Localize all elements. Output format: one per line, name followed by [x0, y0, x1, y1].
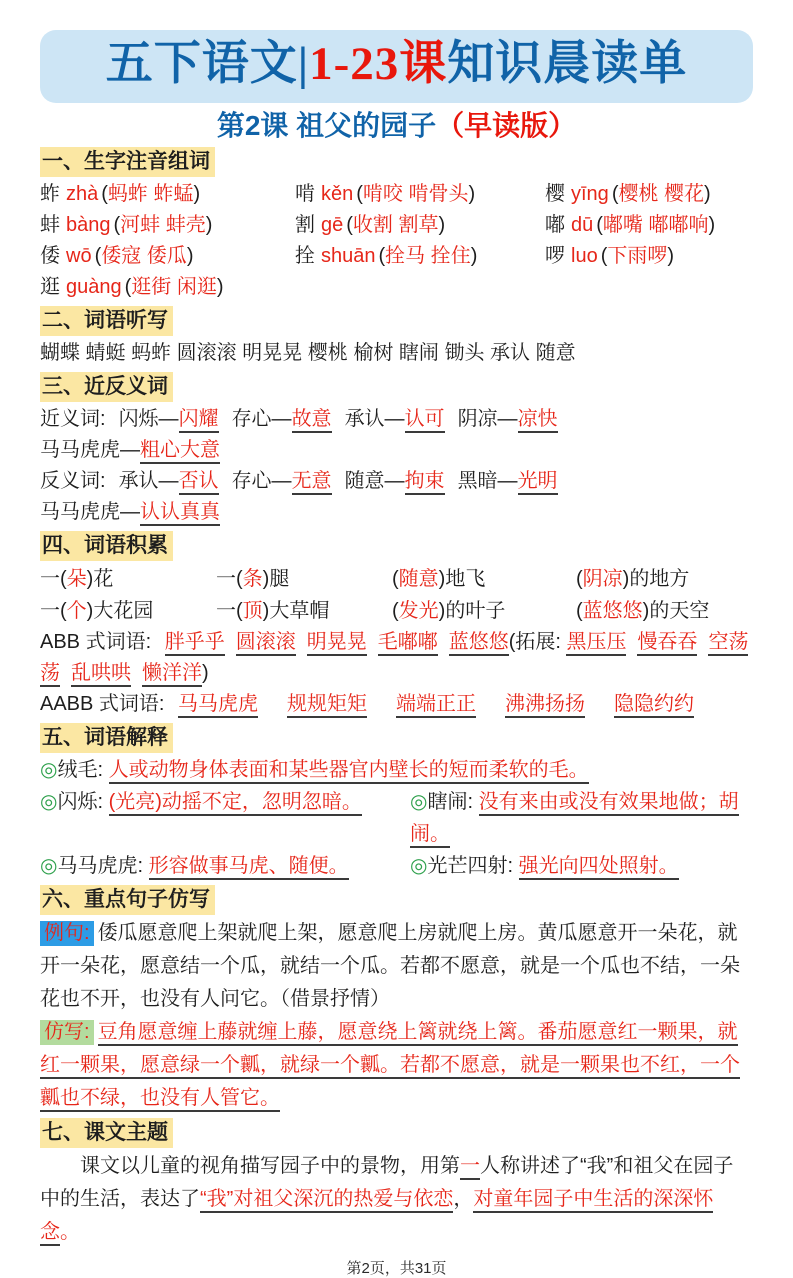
row-label: 反义词:	[40, 470, 106, 493]
fill-pre: 一(	[40, 600, 67, 623]
hanzi-pinyin: guàng	[66, 276, 122, 299]
pair-answer: 否认	[179, 470, 219, 495]
definition-text: 人或动物身体表面和某些器官内壁长的短而柔软的毛。	[109, 759, 589, 784]
theme-key-point: 对童年园子中生活的深深怀念	[40, 1188, 713, 1246]
hanzi-pinyin: yīng	[571, 183, 609, 206]
hanzi-words: 蚂蚱 蚱蜢	[107, 183, 194, 206]
section-header-sentence-imitation	[40, 885, 753, 915]
definition-text: 没有来由或没有效果地做；胡闹。	[410, 791, 739, 848]
hanzi-char: 逛	[40, 276, 60, 299]
abb-label: ABB 式词语:	[40, 631, 157, 654]
hanzi-entry	[295, 210, 545, 241]
fill-pre: 一(	[40, 568, 67, 591]
hanzi-pinyin: dū	[571, 214, 594, 237]
hanzi-entry	[40, 241, 295, 272]
title-suffix: 知识晨读单	[447, 38, 688, 90]
theme-key-point: 一	[460, 1155, 480, 1180]
paren-open: (	[124, 276, 132, 299]
definition-item	[410, 786, 753, 850]
paren-close: )	[186, 245, 194, 268]
hanzi-pinyin: gē	[321, 214, 344, 237]
paren-close: )	[708, 214, 716, 237]
pair-answer: 闪耀	[179, 408, 219, 433]
synonyms-line	[40, 404, 753, 466]
abb-expand-word: 黑压压	[566, 631, 626, 656]
hanzi-words: 收割 割草	[352, 214, 439, 237]
definition-text: (光亮)动摇不定，忽明忽暗。	[109, 791, 362, 816]
fill-pre: 一(	[216, 600, 243, 623]
abb-words-line	[40, 627, 753, 689]
pair-answer: 无意	[292, 470, 332, 495]
paren-close: )	[704, 183, 711, 206]
paren-close: )	[667, 245, 675, 268]
example-sentence	[40, 917, 753, 1016]
fill-pre: (	[392, 600, 399, 623]
hanzi-pinyin: luo	[571, 245, 598, 268]
lesson-subtitle	[40, 108, 753, 144]
hanzi-words: 河蚌 蚌壳	[120, 214, 206, 237]
fill-post: )的叶子	[438, 600, 506, 623]
hanzi-words: 樱桃 樱花	[618, 183, 705, 206]
hanzi-entry	[40, 272, 295, 303]
pair-query: 存心—	[231, 408, 292, 431]
hanzi-char: 拴	[295, 245, 315, 268]
section-header-label: 四、词语积累	[40, 531, 173, 561]
hanzi-char: 蚌	[40, 214, 60, 237]
hanzi-char: 倭	[40, 245, 60, 268]
aabb-word: 马马虎虎	[178, 693, 258, 718]
section-header-theme	[40, 1118, 753, 1148]
hanzi-char: 樱	[545, 183, 565, 206]
example-tag: 例句:	[40, 921, 94, 946]
fill-item	[216, 595, 392, 627]
definition-term: 闪烁:	[57, 791, 109, 814]
hanzi-words: 下雨啰	[607, 245, 668, 268]
paren-open: (	[113, 214, 121, 237]
definition-term: 瞎闹:	[427, 791, 479, 814]
abb-expand-word: 慢吞吞	[637, 631, 697, 656]
bullet-circle-icon: ◎	[410, 855, 428, 878]
abb-expand-open: (拓展:	[508, 631, 567, 654]
title-lesson-range: 1-23课	[309, 38, 448, 90]
theme-text: ，	[453, 1188, 474, 1211]
antonym-pair	[40, 497, 220, 528]
section-header-label: 七、课文主题	[40, 1118, 173, 1148]
abb-expand-word: 懒洋洋	[142, 662, 202, 687]
aabb-word: 沸沸扬扬	[505, 693, 585, 718]
abb-word: 蓝悠悠	[449, 631, 509, 656]
theme-text: 人称讲述了“我”和祖父在园子中的生活，表达了	[40, 1155, 734, 1211]
title-course: 五下语文|	[105, 38, 310, 90]
fill-post: )大花园	[86, 600, 154, 623]
fill-post: )花	[86, 568, 114, 591]
theme-key-point: “我”对祖父深沉的热爱与依恋	[200, 1188, 453, 1213]
lesson-edition-tag: （早读版）	[436, 109, 577, 141]
definition-row	[40, 850, 753, 882]
hanzi-list	[40, 179, 753, 303]
fill-answer: 朵	[66, 568, 87, 591]
definition-text: 形容做事马虎、随便。	[149, 855, 349, 880]
page-title	[40, 30, 753, 103]
hanzi-pinyin: shuān	[321, 245, 376, 268]
theme-paragraph	[40, 1150, 753, 1249]
pair-query: 存心—	[231, 470, 292, 493]
pair-query: 随意—	[344, 470, 405, 493]
section-header-label: 二、词语听写	[40, 306, 173, 336]
pair-answer: 认认真真	[140, 501, 220, 526]
fill-pre: (	[576, 600, 583, 623]
abb-word: 胖乎乎	[165, 631, 225, 656]
definition-term: 光芒四射:	[427, 855, 519, 878]
aabb-words-line	[40, 689, 753, 720]
pair-query: 黑暗—	[457, 470, 518, 493]
section-header-definitions	[40, 723, 753, 753]
paren-open: (	[101, 183, 108, 206]
section-header-dictation	[40, 306, 753, 336]
synonym-pair	[232, 404, 332, 435]
hanzi-words: 嘟嘴 嘟嘟响	[602, 214, 709, 237]
theme-key-point: 。	[60, 1221, 80, 1244]
synonym-pair	[458, 404, 558, 435]
fill-item	[40, 595, 216, 627]
abb-expand-word: 空荡荡	[40, 631, 748, 687]
hanzi-entry	[295, 241, 545, 272]
hanzi-char: 嘟	[545, 214, 565, 237]
imitation-tag: 仿写:	[40, 1020, 94, 1045]
pair-query: 阴凉—	[457, 408, 518, 431]
section-header-label: 五、词语解释	[40, 723, 173, 753]
antonym-pair	[458, 466, 558, 497]
pair-answer: 粗心大意	[140, 439, 220, 464]
hanzi-entry	[295, 179, 545, 210]
hanzi-entry	[545, 179, 753, 210]
paren-close: )	[438, 214, 446, 237]
pair-query: 承认—	[344, 408, 405, 431]
paren-open: (	[378, 245, 386, 268]
hanzi-pinyin: kěn	[321, 183, 354, 206]
definition-term: 绒毛:	[57, 759, 109, 782]
fill-item	[216, 563, 392, 595]
definition-row	[40, 786, 753, 850]
hanzi-words: 啃咬 啃骨头	[362, 183, 469, 206]
hanzi-words: 倭寇 倭瓜	[101, 245, 187, 268]
synonym-pair	[345, 404, 445, 435]
lesson-name: 第2课 祖父的园子	[216, 109, 437, 141]
example-text: 倭瓜愿意爬上架就爬上架，愿意爬上房就爬上房。黄瓜愿意开一朵花，就开一朵花，愿意结一个瓜，就结一个瓜。若都不愿意，就是一个瓜也不结，一朵花也不开，也没有人问它。（借景抒情）	[40, 922, 740, 1011]
abb-word: 明晃晃	[307, 631, 367, 656]
section-header-synonyms	[40, 372, 753, 402]
paren-open: (	[346, 214, 353, 237]
fill-answer: 阴凉	[582, 568, 623, 591]
page-number: 第2页，共31页	[346, 1260, 447, 1278]
hanzi-char: 啃	[295, 183, 315, 206]
imitation-sentence	[40, 1016, 753, 1115]
bullet-circle-icon: ◎	[40, 759, 58, 782]
paren-close: )	[468, 183, 476, 206]
antonyms-line	[40, 466, 753, 528]
hanzi-char: 啰	[545, 245, 565, 268]
hanzi-entry	[40, 210, 295, 241]
paren-open: (	[611, 183, 619, 206]
pair-query: 闪烁—	[118, 408, 179, 431]
section-header-label: 三、近反义词	[40, 372, 173, 402]
hanzi-words: 逛街 闲逛	[131, 276, 217, 299]
paren-close: )	[205, 214, 213, 237]
section-header-accumulation	[40, 531, 753, 561]
row-label: 近义词:	[40, 408, 106, 431]
fill-answer: 发光	[398, 600, 439, 623]
section-header-characters	[40, 147, 753, 177]
fill-post: )腿	[262, 568, 290, 591]
hanzi-pinyin: bàng	[66, 214, 111, 237]
hanzi-words: 拴马 拴住	[385, 245, 471, 268]
antonym-pair	[232, 466, 332, 497]
definition-item	[40, 850, 410, 882]
pair-query: 承认—	[118, 470, 179, 493]
fill-pre: 一(	[216, 568, 243, 591]
fill-item	[40, 563, 216, 595]
imitation-text: 豆角愿意缠上藤就缠上藤，愿意绕上篱就绕上篱。番茄愿意红一颗果，就红一颗果，愿意绿一个瓤，就绿一个瓤。若都不愿意，就是一颗果也不红，一个瓤也不绿，也没有人管它。	[40, 1021, 740, 1112]
paren-open: (	[94, 245, 102, 268]
paren-close: )	[216, 276, 224, 299]
definition-term: 马马虎虎:	[57, 855, 149, 878]
bullet-circle-icon: ◎	[40, 855, 58, 878]
fill-post: )的地方	[622, 568, 690, 591]
fill-post: )地飞	[438, 568, 486, 591]
dictation-words: 蝴蝶 蜻蜓 蚂蚱 圆滚滚 明晃晃 樱桃 榆树 瞎闹 锄头 承认 随意	[40, 342, 576, 365]
pair-answer: 拘束	[405, 470, 445, 495]
pair-answer: 光明	[518, 470, 558, 495]
fill-item	[576, 595, 753, 627]
fill-answer: 个	[66, 600, 87, 623]
fill-post: )大草帽	[262, 600, 330, 623]
pair-answer: 凉快	[518, 408, 558, 433]
aabb-word: 规规矩矩	[287, 693, 367, 718]
fill-in-grid	[40, 563, 753, 627]
paren-open: (	[356, 183, 363, 206]
synonym-pair	[119, 404, 219, 435]
fill-answer: 随意	[398, 568, 439, 591]
hanzi-pinyin: wō	[66, 245, 92, 268]
fill-answer: 顶	[242, 600, 263, 623]
hanzi-char: 蚱	[40, 183, 60, 206]
paren-close: )	[193, 183, 201, 206]
fill-item	[576, 563, 753, 595]
aabb-word: 隐隐约约	[614, 693, 694, 718]
antonym-pair	[119, 466, 219, 497]
section-header-label: 六、重点句子仿写	[40, 885, 215, 915]
fill-item	[392, 563, 576, 595]
bullet-circle-icon: ◎	[410, 791, 428, 814]
aabb-word: 端端正正	[396, 693, 476, 718]
definition-item	[40, 786, 410, 850]
paren-open: (	[596, 214, 603, 237]
pair-answer: 认可	[405, 408, 445, 433]
pair-answer: 故意	[292, 408, 332, 433]
fill-answer: 条	[242, 568, 263, 591]
hanzi-entry	[545, 241, 753, 272]
bullet-circle-icon: ◎	[40, 791, 58, 814]
synonym-pair	[40, 435, 220, 466]
theme-text: 课文以儿童的视角描写园子中的景物，用第	[80, 1155, 460, 1178]
fill-pre: (	[576, 568, 583, 591]
aabb-label: AABB 式词语:	[40, 693, 171, 716]
section-header-label: 一、生字注音组词	[40, 147, 215, 177]
abb-expand-close: )	[202, 662, 209, 685]
antonym-pair	[345, 466, 445, 497]
hanzi-pinyin: zhà	[66, 183, 99, 206]
abb-word: 圆滚滚	[236, 631, 296, 656]
abb-expand-word: 乱哄哄	[71, 662, 131, 687]
pair-query: 马马虎虎—	[40, 439, 140, 462]
hanzi-entry	[40, 179, 295, 210]
abb-word: 毛嘟嘟	[378, 631, 438, 656]
hanzi-entry	[545, 210, 753, 241]
definition-item	[410, 850, 753, 882]
definition-item	[40, 755, 753, 786]
fill-pre: (	[392, 568, 399, 591]
fill-answer: 蓝悠悠	[582, 600, 643, 623]
fill-item	[392, 595, 576, 627]
hanzi-char: 割	[295, 214, 315, 237]
pair-query: 马马虎虎—	[40, 501, 140, 524]
definition-text: 强光向四处照射。	[519, 855, 679, 880]
paren-open: (	[600, 245, 608, 268]
paren-close: )	[470, 245, 478, 268]
fill-post: )的天空	[642, 600, 710, 623]
